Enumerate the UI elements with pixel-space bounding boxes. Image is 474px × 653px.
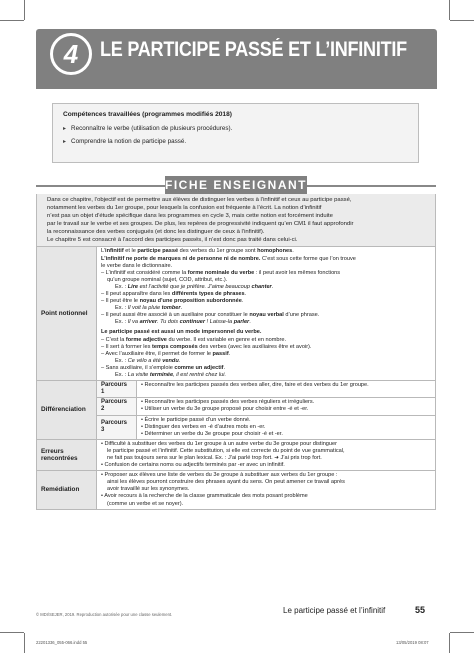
print-slug-date: 13/05/2019 08:07 xyxy=(396,640,429,645)
competence-text: Comprendre la notion de participe passé. xyxy=(71,138,187,145)
competence-item xyxy=(63,138,408,145)
copyright-notice: © MDI/SEJER, 2019. Reproduction autorisée pour une classe seulement. xyxy=(36,612,173,617)
parcours-content: • Reconnaître les participes passés des verbes réguliers et irréguliers. • Utiliser un verbe du 3e groupe proposé pour choisir entre -é et -er. xyxy=(137,398,436,415)
crop-mark xyxy=(24,0,25,20)
point-notionnel-content: L’infinitif et le participe passé des verbes du 1er groupe sont homophones. L’infinitif ne porte de marques ni de personne ni de nombre. C’est sous cette forme que l’on trouve le verbe dans le dictionnaire. – L’infinitif est considéré comme la forme nominale du verbe : il peut avoir les mêmes fonctions qu’un groupe nominal (sujet, COD, attribut, etc.). Ex. : Lire est l’activité que je préfère. J’aime beaucoup chanter. – Il peut apparaître dans les différents types de phrases. – Il peut être le noyau d’une proposition subordonnée. Ex. : Il voit la pluie tomber. – Il peut aussi être associé à un auxiliaire pour constituer le noyau verbal d’une phrase. Ex. : Il va arriver. Tu dois continuer ! Laisse-la parler. Le participe passé est aussi un mode impersonnel du verbe. – C’est la forme adjective du verbe. Il est variable en genre et en nombre. – Il sert à former les temps composés des verbes (avec les auxiliaires être et avoir). – Avec l’auxiliaire être, il permet de former le passif. Ex. : Ce vélo a été vendu. – Sans auxiliaire, il s’emploie comme un adjectif. Ex. : La visite terminée, il est rentré chez lui. xyxy=(97,247,436,381)
row-point-notionnel xyxy=(37,247,436,381)
parcours-label: Parcours 3 xyxy=(97,415,137,439)
running-title: Le participe passé et l’infinitif xyxy=(283,606,386,615)
intro-line: la reconnaissance des verbes conjugués (et donc les distinguer de ceux à l’infinitif). xyxy=(47,228,265,235)
row-label: Différenciation xyxy=(37,381,97,440)
parcours-label: Parcours 1 xyxy=(97,381,137,398)
intro-line: Dans ce chapitre, l’objectif est de permettre aux élèves de distinguer les verbes à l’infinitif et ceux au participe passé, xyxy=(47,197,352,203)
row-remediation xyxy=(37,471,436,509)
row-label: Point notionnel xyxy=(37,247,97,381)
competences-heading: Compétences travaillées (programmes modifiés 2018) xyxy=(63,111,232,118)
parcours-content: • Écrire le participe passé d’un verbe donné. • Distinguer des verbes en -é d’autres mots en -er. • Déterminer un verbe du 3e groupe pour choisir -é et -er. xyxy=(137,415,436,439)
crop-mark xyxy=(449,0,450,20)
row-erreurs xyxy=(37,439,436,470)
crop-mark xyxy=(450,632,474,633)
crop-mark xyxy=(0,20,24,21)
crop-mark xyxy=(0,632,24,633)
chapter-number: 4 xyxy=(50,33,92,75)
row-label: Remédiation xyxy=(37,471,97,509)
erreurs-content: • Difficulté à substituer des verbes du 1er groupe à un autre verbe du 3e groupe pour distinguer le participe passé et l’infinitif. Cette substitution, si elle est correcte du point de vue grammatical, ne fait pas toujours sens sur le plan lexical. Ex. : J’ai parlé trop fort. ➜ J’ai pris trop fort. • Confusion de certains noms ou adjectifs terminés par -er avec un infinitif. xyxy=(97,439,436,470)
intro-line: notamment les verbes du 1er groupe, pour lesquels la confusion est fréquente à l’écrit. La notion d’infinitif xyxy=(47,204,322,211)
fiche-header xyxy=(36,176,436,194)
triangle-bullet-icon: ▸ xyxy=(63,139,67,145)
row-label: Erreurs rencontrées xyxy=(37,439,97,470)
chapter-title: LE PARTICIPE PASSÉ ET L’INFINITIF xyxy=(100,38,407,61)
fiche-enseignant xyxy=(36,176,436,510)
crop-mark xyxy=(449,633,450,653)
triangle-bullet-icon: ▸ xyxy=(63,126,67,132)
fiche-intro xyxy=(36,194,436,246)
remediation-content: • Proposer aux élèves une liste de verbes du 3e groupe à substituer aux verbes du 1er groupe : ainsi les élèves pourront construire des phrases ayant du sens. On peut amener ce travail après avoir travaillé sur les synonymes. • Avoir recours à la recherche de la classe grammaticale des mots posant problème (comme un verbe et se noyer). xyxy=(97,471,436,509)
competence-item xyxy=(63,125,408,132)
crop-mark xyxy=(24,633,25,653)
parcours-label: Parcours 2 xyxy=(97,398,137,415)
intro-line: n’est pas un objet d’étude spécifique dans les programmes en cycle 3, mais cette notion est forcément induite xyxy=(47,212,333,219)
intro-line: Le chapitre 5 est consacré à l’accord des participes passés, il n’est donc pas traité dans celui-ci. xyxy=(47,236,298,243)
fiche-label: FICHE ENSEIGNANT xyxy=(165,178,308,192)
row-parcours-1 xyxy=(37,381,436,398)
parcours-content: • Reconnaître les participes passés des verbes aller, dire, faire et des verbes du 1er groupe. xyxy=(137,381,436,398)
page-number: 55 xyxy=(415,605,426,615)
crop-mark xyxy=(450,20,474,21)
row-parcours-2 xyxy=(37,398,436,415)
competence-text: Reconnaître le verbe (utilisation de plusieurs procédures). xyxy=(71,125,233,132)
competences-box xyxy=(52,103,419,163)
row-parcours-3 xyxy=(37,415,436,439)
fiche-table xyxy=(36,246,436,509)
intro-line: par le travail sur le verbe et ses groupes. De plus, les repères de progressivité indiquent qu’en CM1 il faut approfondir xyxy=(47,220,354,227)
print-slug-file: 22201336_055-066.indd 55 xyxy=(36,640,88,645)
